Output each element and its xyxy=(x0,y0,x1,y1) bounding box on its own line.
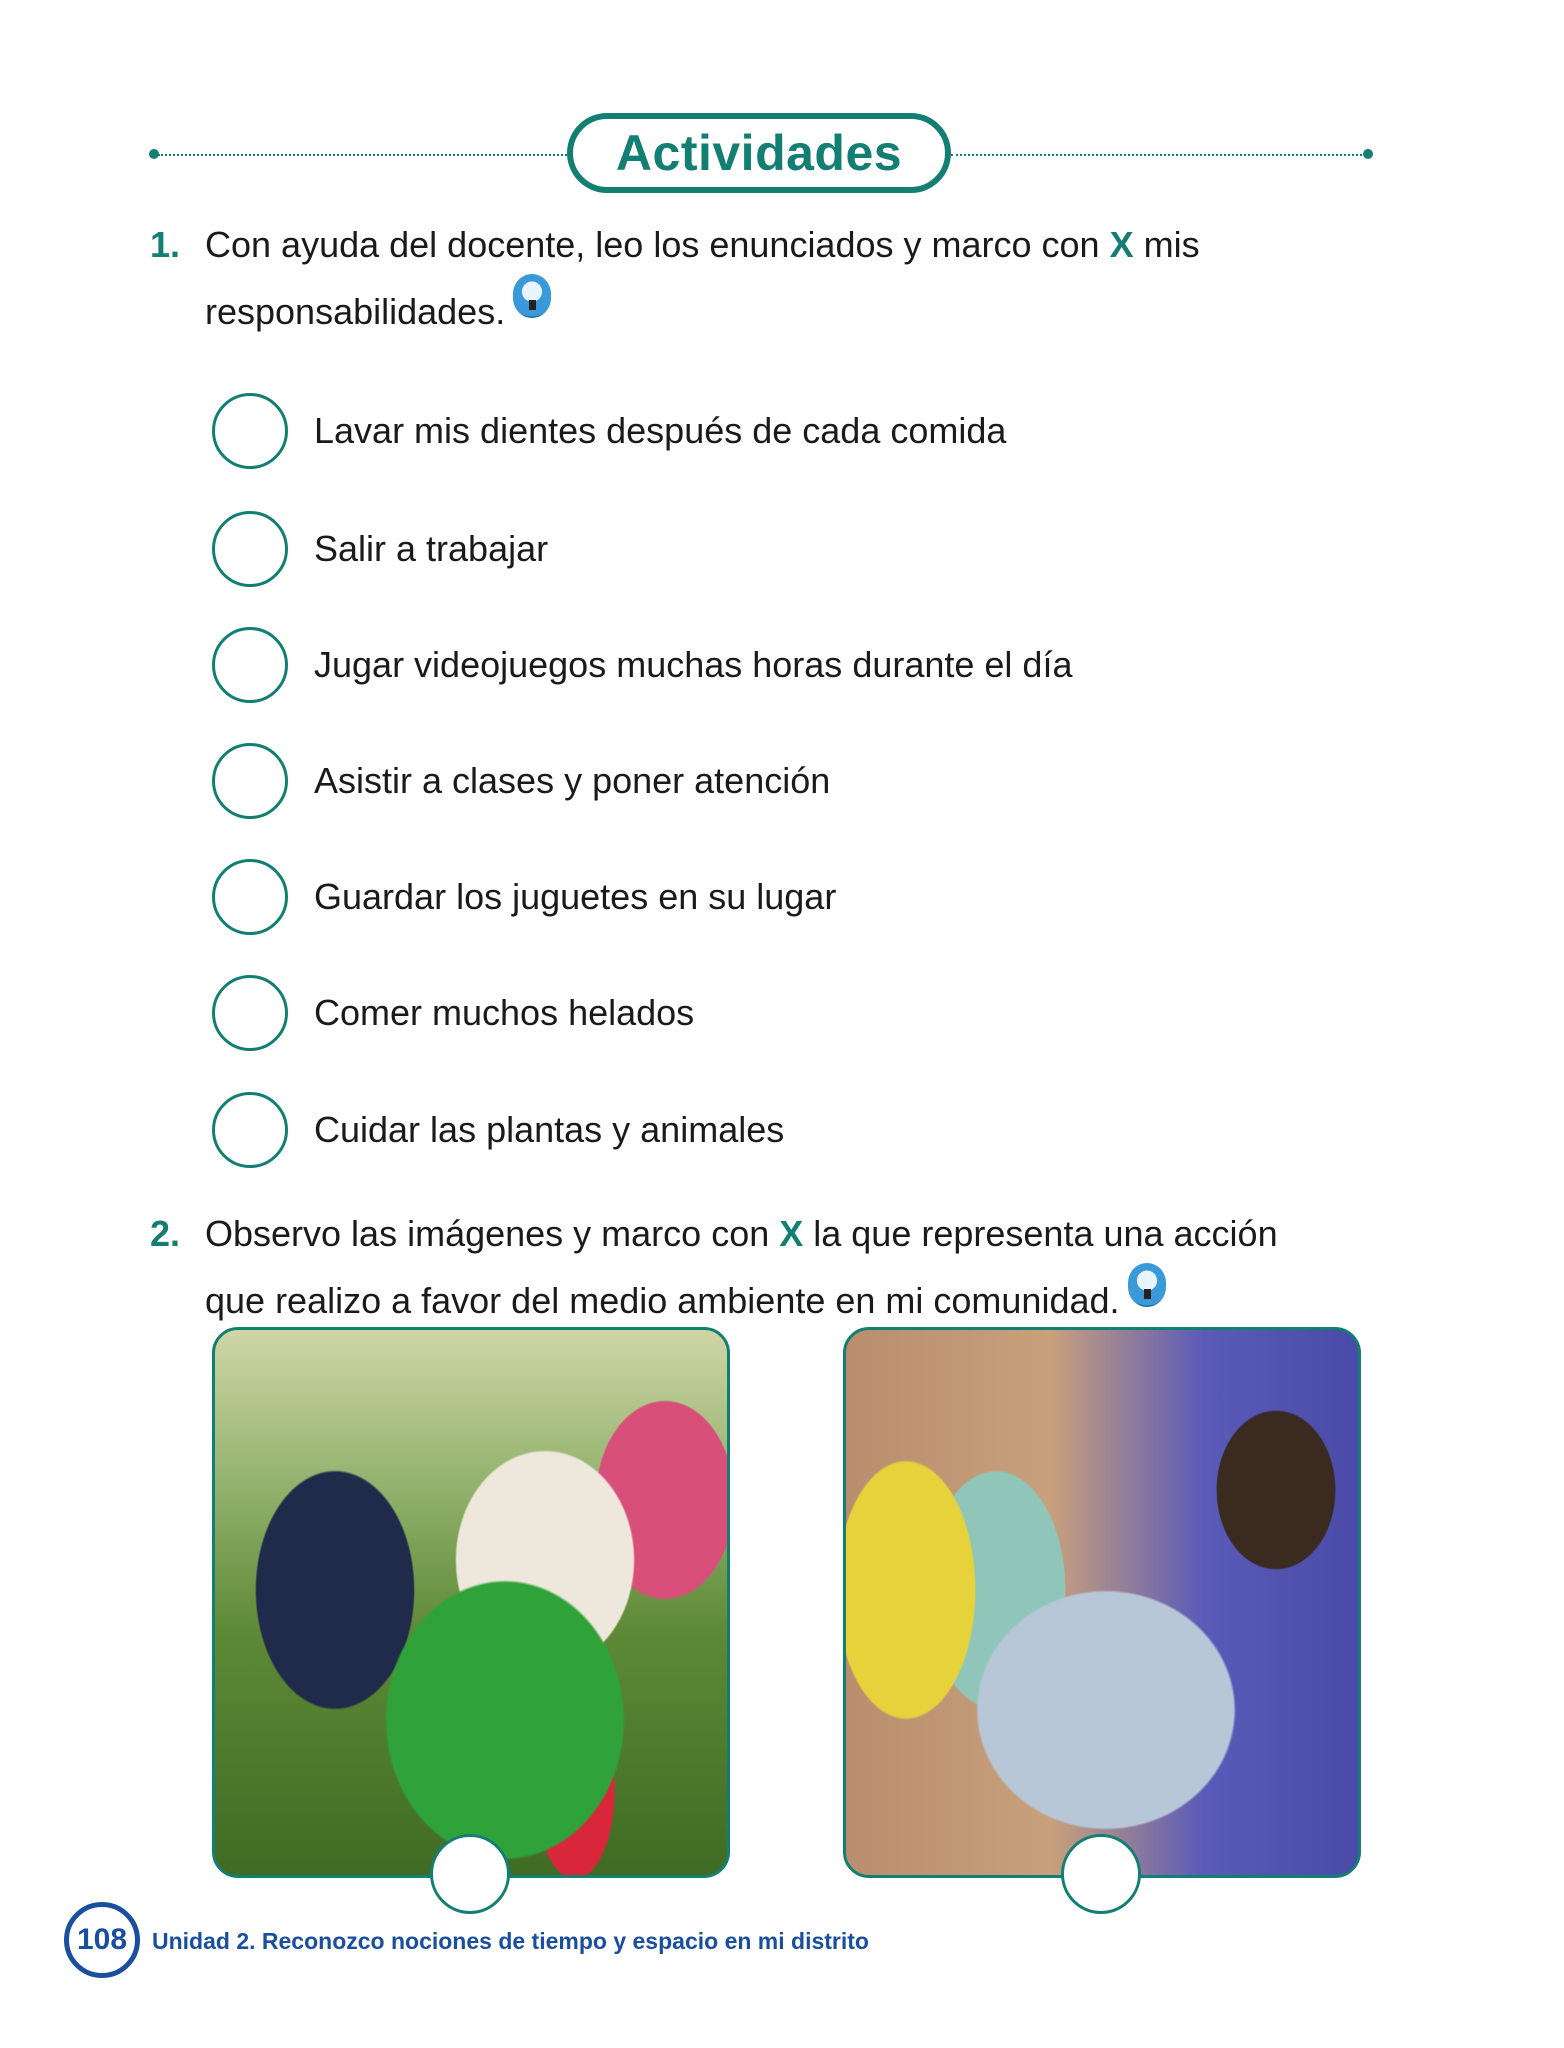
option-checkbox[interactable] xyxy=(212,859,288,935)
option-label: Lavar mis dientes después de cada comida xyxy=(314,410,1007,451)
option-item xyxy=(212,625,1072,705)
q2-text-end: la que representa una acción xyxy=(803,1213,1278,1254)
question-1-number: 1. xyxy=(150,224,181,265)
q2-mark-x: X xyxy=(779,1213,804,1254)
rule-dot-left xyxy=(149,149,159,159)
q1-text-end: mis xyxy=(1133,224,1200,265)
option-checkbox[interactable] xyxy=(212,511,288,587)
option-label: Cuidar las plantas y animales xyxy=(314,1109,785,1150)
photo-1-answer-circle[interactable] xyxy=(430,1834,510,1914)
option-checkbox[interactable] xyxy=(212,627,288,703)
rule-dot-right xyxy=(1363,149,1373,159)
section-title: Actividades xyxy=(615,125,903,181)
lightbulb-icon xyxy=(513,274,551,318)
option-label: Comer muchos helados xyxy=(314,992,695,1033)
header-rule-left xyxy=(158,154,567,156)
photo-children-recycling xyxy=(212,1327,730,1878)
option-label: Guardar los juguetes en su lugar xyxy=(314,876,837,917)
question-1-text xyxy=(205,216,1405,341)
header-rule-right xyxy=(951,154,1366,156)
q1-text-start: Con ayuda del docente, leo los enunciados y marco con xyxy=(205,224,1110,265)
lightbulb-icon xyxy=(1128,1263,1166,1307)
unit-title: Unidad 2. Reconozco nociones de tiempo y espacio en mi distrito xyxy=(152,1928,869,1954)
q2-text-start: Observo las imágenes y marco con xyxy=(205,1213,780,1254)
photo-2-answer-circle[interactable] xyxy=(1061,1834,1141,1914)
option-item xyxy=(212,509,548,589)
photo-children-school-hallway xyxy=(843,1327,1361,1878)
question-2-number: 2. xyxy=(150,1213,181,1254)
option-label: Jugar videojuegos muchas horas durante el día xyxy=(314,644,1073,685)
q1-text-line2: responsabilidades. xyxy=(205,291,506,332)
q1-mark-x: X xyxy=(1109,224,1134,265)
page-number: 108 xyxy=(64,1902,140,1978)
option-checkbox[interactable] xyxy=(212,975,288,1051)
question-2-text xyxy=(205,1205,1405,1330)
option-checkbox[interactable] xyxy=(212,743,288,819)
option-checkbox[interactable] xyxy=(212,1092,288,1168)
option-item xyxy=(212,741,830,821)
option-checkbox[interactable] xyxy=(212,393,288,469)
option-item xyxy=(212,857,836,937)
option-item xyxy=(212,1090,784,1170)
option-item xyxy=(212,973,694,1053)
option-item xyxy=(212,391,1006,471)
q2-text-line2: que realizo a favor del medio ambiente en mi comunidad. xyxy=(205,1280,1120,1321)
section-title-badge xyxy=(567,113,951,193)
option-label: Salir a trabajar xyxy=(314,528,549,569)
option-label: Asistir a clases y poner atención xyxy=(314,760,831,801)
